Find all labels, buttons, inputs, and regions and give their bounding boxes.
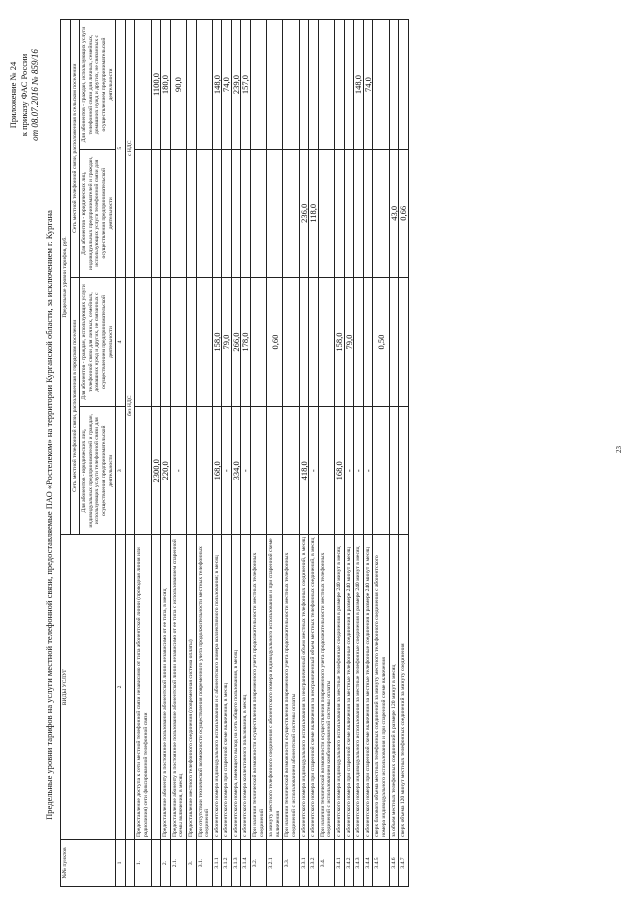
- row-value: [251, 150, 267, 278]
- row-service: При отсутствии технической возможности осуществления повременного учета продолжительности местных телефонных соединений: [196, 535, 212, 840]
- row-value: [135, 277, 151, 407]
- row-value: [309, 20, 319, 150]
- row-service: [151, 535, 161, 840]
- row-number: 3.4.2: [344, 840, 354, 887]
- row-value: 334,0: [231, 407, 241, 535]
- tariff-table: [60, 19, 409, 887]
- row-service: с абонентского номера индивидуального использования и с абонентского номера коллективного пользования; в месяц: [212, 535, 222, 840]
- row-value: [135, 20, 151, 150]
- row-value: [186, 150, 196, 278]
- row-value: 79,0: [344, 277, 354, 407]
- row-value: [299, 277, 309, 407]
- row-service: При наличии технической возможности осуществления повременного учета продолжительности местных телефонных соединений с использованием абонентской системы оплаты: [283, 535, 299, 840]
- row-value: [299, 20, 309, 150]
- header-rural: Сеть местной телефонной связи, расположенная в сельском поселении: [70, 20, 80, 278]
- row-service: с абонентского номера при спаренной схеме включения за местные телефонные соединения в размере 240 минут в месяц: [363, 535, 373, 840]
- row-value: 418,0: [299, 407, 309, 535]
- row-value: [267, 407, 283, 535]
- table-row: [363, 20, 373, 887]
- row-value: -: [241, 407, 251, 535]
- row-number: 3.3.2: [309, 840, 319, 887]
- document-title: Предельные уровни тарифов на услуги местной телефонной связи, предоставляемые ПАО «Ростелеком» на территории Курганской области, за исключением г. Кургана: [44, 210, 54, 820]
- page-number: 23: [615, 446, 623, 453]
- row-value: [283, 277, 299, 407]
- table-row: [354, 20, 364, 887]
- row-service: Предоставление доступа к сети местной телефонной связи независимо от типа абонентской линии (проводная линия или радиолиния) сети фиксированной телефонной связи: [135, 535, 151, 840]
- row-number: 3.4.7: [399, 840, 409, 887]
- table-row: [196, 20, 212, 887]
- row-value: [251, 407, 267, 535]
- row-number: 1.: [135, 840, 151, 887]
- row-value: 158,0: [212, 277, 222, 407]
- table-row: [222, 20, 232, 887]
- row-service: сверх базового объема местных телефонных соединений за минуту местного телефонного соединения с абонентского номера индивидуального использования и при спаренной схеме включения: [373, 535, 389, 840]
- row-value: [373, 407, 389, 535]
- row-service: При наличии технической возможности осуществления повременного учета продолжительности местных телефонных соединений с использованием комбинированной системы оплаты: [318, 535, 334, 840]
- row-service: сверх объема 120 минут местных телефонных соединений за минуту соединения: [399, 535, 409, 840]
- row-value: 168,0: [212, 407, 222, 535]
- row-service: за минуту местного телефонного соединения с абонентского номера индивидуального использования и при спаренной схеме включения: [267, 535, 283, 840]
- row-value: 148,0: [212, 20, 222, 150]
- row-value: [267, 150, 283, 278]
- table-row: [267, 20, 283, 887]
- header-legal-rural: Для абонентов - юридических лиц, индивидуальных предпринимателей и граждан, использующих услуги телефонной связи для осуществления предпринимательской деятельности: [80, 150, 116, 278]
- table-body: [135, 20, 408, 887]
- header-vat-incl: с НДС: [125, 20, 135, 278]
- row-value: [196, 277, 212, 407]
- row-service: с абонентского номера индивидуального использования за неограниченный объем местных телефонных соединений, в месяц: [299, 535, 309, 840]
- row-value: [318, 407, 334, 535]
- row-value: [231, 150, 241, 278]
- row-value: 2300,0: [151, 407, 161, 535]
- row-value: 168,0: [335, 407, 345, 535]
- row-number: 2.1.: [170, 840, 186, 887]
- header-num-1: 1: [116, 840, 126, 887]
- table-row: [231, 20, 241, 887]
- row-value: [196, 20, 212, 150]
- row-value: 0,50: [373, 277, 389, 407]
- row-number: 3.1.4: [241, 840, 251, 887]
- row-value: 266,0: [231, 277, 241, 407]
- row-value: [151, 277, 161, 407]
- row-value: 90,0: [170, 20, 186, 150]
- header-num-2: 2: [116, 535, 126, 840]
- table-row: [135, 20, 151, 887]
- row-value: -: [170, 407, 186, 535]
- row-number: 3.4.5: [373, 840, 389, 887]
- row-value: 220,0: [161, 407, 171, 535]
- row-service: с абонентского номера, имеющего выход на сеть общего пользования, в месяц: [231, 535, 241, 840]
- row-value: [186, 407, 196, 535]
- row-service: с абонентского номера при спаренной схеме включения за местные телефонные соединения в размере 240 минут в месяц: [344, 535, 354, 840]
- row-number: 3.2.: [251, 840, 267, 887]
- header-citizens: Для абонентов - граждан, использующих услуги телефонной связи для личных, семейных, домашних нужд и других, не связанных с осуществлением предпринимательской деятельности: [80, 277, 116, 407]
- row-service: с абонентского номера коллективного пользования, в месяц: [241, 535, 251, 840]
- row-value: 74,0: [363, 20, 373, 150]
- row-number: 3.4.1: [335, 840, 345, 887]
- row-service: с абонентского номера при спаренной схеме включения, в месяц: [222, 535, 232, 840]
- row-value: 158,0: [335, 277, 345, 407]
- row-service: с абонентского номера индивидуального использования за местные телефонные соединения в размере 240 минут в месяц: [335, 535, 345, 840]
- row-number: 3.4.4: [363, 840, 373, 887]
- header-num-5: 5: [116, 20, 126, 278]
- row-value: [151, 150, 161, 278]
- row-number: [151, 840, 161, 887]
- row-value: [335, 20, 345, 150]
- row-number: 3.1.1: [212, 840, 222, 887]
- row-number: 3.2.1: [267, 840, 283, 887]
- row-value: [318, 150, 334, 278]
- row-value: [222, 150, 232, 278]
- table-row: [186, 20, 196, 887]
- row-value: -: [309, 407, 319, 535]
- row-service: Предоставление абоненту в постоянное пользование абонентской линии независимо от ее типа, в месяц: [161, 535, 171, 840]
- table-row: [151, 20, 161, 887]
- table-row: [170, 20, 186, 887]
- row-number: 2.: [161, 840, 171, 887]
- row-value: [251, 20, 267, 150]
- row-service: Предоставление абоненту в постоянное пользование абонентской линии независимо от ее типа с использованием спаренной схемы включения, в месяц: [170, 535, 186, 840]
- header-num-3: 3: [116, 407, 126, 535]
- table-row: [335, 20, 345, 887]
- table-row: [299, 20, 309, 887]
- annex-line-2: к приказу ФАС России: [19, 53, 29, 137]
- row-value: [354, 277, 364, 407]
- row-value: [283, 407, 299, 535]
- header-vat-excl: без НДС: [125, 277, 135, 534]
- row-value: -: [363, 407, 373, 535]
- row-value: 43,0: [389, 150, 399, 278]
- table-row: [389, 20, 399, 887]
- row-value: [399, 277, 409, 407]
- row-number: 3.4.: [318, 840, 334, 887]
- table-row: [251, 20, 267, 887]
- header-num-4: 4: [116, 277, 126, 407]
- row-value: 79,0: [222, 277, 232, 407]
- row-value: 236,0: [299, 150, 309, 278]
- row-value: [135, 150, 151, 278]
- row-value: 0,60: [267, 277, 283, 407]
- header-citizens-rural: Для абонентов - граждан, использующих услуги телефонной связи для личных, семейных, домашних нужд и других, не связанных с осуществлением предпринимательской деятельности: [80, 20, 116, 150]
- row-value: [283, 150, 299, 278]
- row-value: -: [354, 407, 364, 535]
- row-service: Предоставление местного телефонного соединения (повременная система оплаты): [186, 535, 196, 840]
- row-value: [170, 150, 186, 278]
- row-value: [373, 150, 389, 278]
- row-value: [373, 20, 389, 150]
- annex-header: [8, 10, 41, 180]
- row-value: [318, 20, 334, 150]
- row-value: [161, 277, 171, 407]
- row-value: [335, 150, 345, 278]
- row-number: 3.1.3: [231, 840, 241, 887]
- row-number: 3.3.1: [299, 840, 309, 887]
- row-value: [161, 150, 171, 278]
- row-value: -: [344, 407, 354, 535]
- row-number: 3.4.6: [389, 840, 399, 887]
- header-urban: Сеть местной телефонной связи, расположенная в городском поселении: [70, 277, 80, 534]
- row-number: 3.: [186, 840, 196, 887]
- row-service: При наличии технической возможности осуществления повременного учета продолжительности местных телефонных соединений: [251, 535, 267, 840]
- table-row: [344, 20, 354, 887]
- annex-line-1: Приложение № 24: [8, 61, 18, 129]
- row-value: [389, 20, 399, 150]
- row-value: [267, 20, 283, 150]
- row-number: 3.1.: [196, 840, 212, 887]
- table-row: [399, 20, 409, 887]
- table-row: [212, 20, 222, 887]
- row-service: с абонентского номера при спаренной схеме включения за неограниченный объем местных телефонных соединений, в месяц: [309, 535, 319, 840]
- row-value: [363, 277, 373, 407]
- row-value: [363, 150, 373, 278]
- row-value: [309, 277, 319, 407]
- row-value: [283, 20, 299, 150]
- row-value: 74,0: [222, 20, 232, 150]
- row-value: [241, 150, 251, 278]
- row-value: 180,0: [161, 20, 171, 150]
- row-value: [344, 150, 354, 278]
- row-service: за объем местных телефонных соединений в размере 120 минут в месяц: [389, 535, 399, 840]
- row-value: [196, 150, 212, 278]
- row-value: [170, 277, 186, 407]
- row-value: [399, 407, 409, 535]
- row-value: [399, 20, 409, 150]
- row-value: [186, 20, 196, 150]
- row-value: 118,0: [309, 150, 319, 278]
- row-value: [318, 277, 334, 407]
- row-value: [354, 150, 364, 278]
- row-value: 0,66: [399, 150, 409, 278]
- row-number: 3.3.: [283, 840, 299, 887]
- table-row: [373, 20, 389, 887]
- row-value: -: [222, 407, 232, 535]
- table-row: [241, 20, 251, 887]
- table-row: [283, 20, 299, 887]
- row-value: 239,0: [231, 20, 241, 150]
- row-value: [389, 277, 399, 407]
- table-row: [318, 20, 334, 887]
- table-row: [161, 20, 171, 887]
- table-row: [309, 20, 319, 887]
- row-number: 3.1.2: [222, 840, 232, 887]
- row-value: [389, 407, 399, 535]
- header-number: №№ пунктов: [61, 840, 116, 887]
- row-value: 148,0: [354, 20, 364, 150]
- row-value: [186, 277, 196, 407]
- header-legal: Для абонентов - юридических лиц, индивидуальных предпринимателей и граждан, использующих услуги телефонной связи для осуществления предпринимательской деятельности: [80, 407, 116, 535]
- header-group: Предельные уровни тарифов, руб.: [61, 20, 71, 535]
- row-value: 157,0: [241, 20, 251, 150]
- row-service: с абонентского номера индивидуального использования за местные телефонные соединения в размере 240 минут в месяц: [354, 535, 364, 840]
- row-value: 1100,0: [151, 20, 161, 150]
- row-value: [251, 277, 267, 407]
- annex-line-3: от 08.07.2016 № 859/16: [30, 49, 40, 141]
- row-value: 178,0: [241, 277, 251, 407]
- header-services: ВИДЫ УСЛУГ: [61, 535, 116, 840]
- row-value: [196, 407, 212, 535]
- row-number: 3.4.3: [354, 840, 364, 887]
- row-value: [135, 407, 151, 535]
- row-value: [212, 150, 222, 278]
